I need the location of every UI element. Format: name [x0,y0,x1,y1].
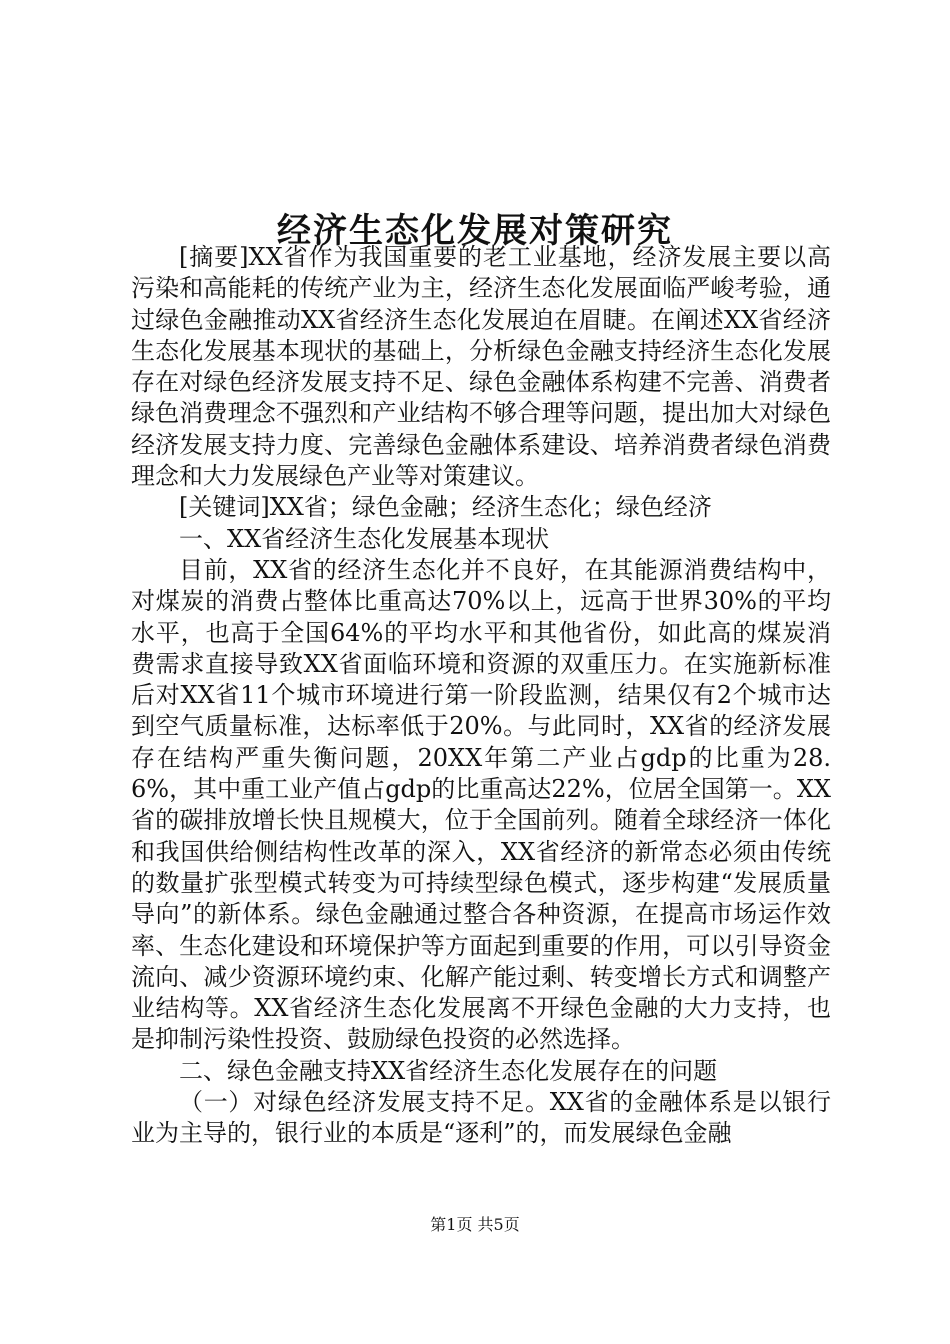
document-title: 经济生态化发展对策研究 [277,210,673,251]
document-body [131,242,831,1150]
section-heading-2: 二、绿色金融支持XX省经济生态化发展存在的问题 [179,1056,718,1085]
section-heading-1: 一、XX省经济生态化发展基本现状 [179,524,550,553]
keywords-paragraph: [关键词]XX省；绿色金融；经济生态化；绿色经济 [179,493,712,522]
abstract-paragraph: [摘要]XX省作为我国重要的老工业基地，经济发展主要以高污染和高能耗的传统产业为主，经济生态化发展面临严峻考验，通过绿色金融推动XX省经济生态化发展迫在眉睫。在阐述XX省经济生态化发展基本现状的基础上，分析绿色金融支持经济生态化发展存在对绿色经济发展支持不足、绿色金融体系构建不完善、消费者绿色消费理念不强烈和产业结构不够合理等问题，提出加大对绿色经济发展支持力度、完善绿色金融体系建设、培养消费者绿色消费理念和大力发展绿色产业等对策建议。 [131,243,831,491]
body-paragraph: 目前，XX省的经济生态化并不良好，在其能源消费结构中，对煤炭的消费占整体比重高达70%以上，远高于世界30%的平均水平，也高于全国64%的平均水平和其他省份，如此高的煤炭消费需求直接导致XX省面临环境和资源的双重压力。在实施新标准后对XX省11个城市环境进行第一阶段监测，结果仅有2个城市达到空气质量标准，达标率低于20%。与此同时，XX省的经济发展存在结构严重失衡问题，20XX年第二产业占gdp的比重为28.6%，其中重工业产值占gdp的比重高达22%，位居全国第一。XX省的碳排放增长快且规模大，位于全国前列。随着全球经济一体化和我国供给侧结构性改革的深入，XX省经济的新常态必须由传统的数量扩张型模式转变为可持续型绿色模式，逐步构建“发展质量导向”的新体系。绿色金融通过整合各种资源，在提高市场运作效率、生态化建设和环境保护等方面起到重要的作用，可以引导资金流向、减少资源环境约束、化解产能过剩、转变增长方式和调整产业结构等。XX省经济生态化发展离不开绿色金融的大力支持，也是抑制污染性投资、鼓励绿色投资的必然选择。 [131,555,831,1054]
page-number-footer: 第1页 共5页 [430,1215,520,1234]
body-paragraph: （一）对绿色经济发展支持不足。XX省的金融体系是以银行业为主导的，银行业的本质是“逐利”的，而发展绿色金融 [131,1088,831,1148]
